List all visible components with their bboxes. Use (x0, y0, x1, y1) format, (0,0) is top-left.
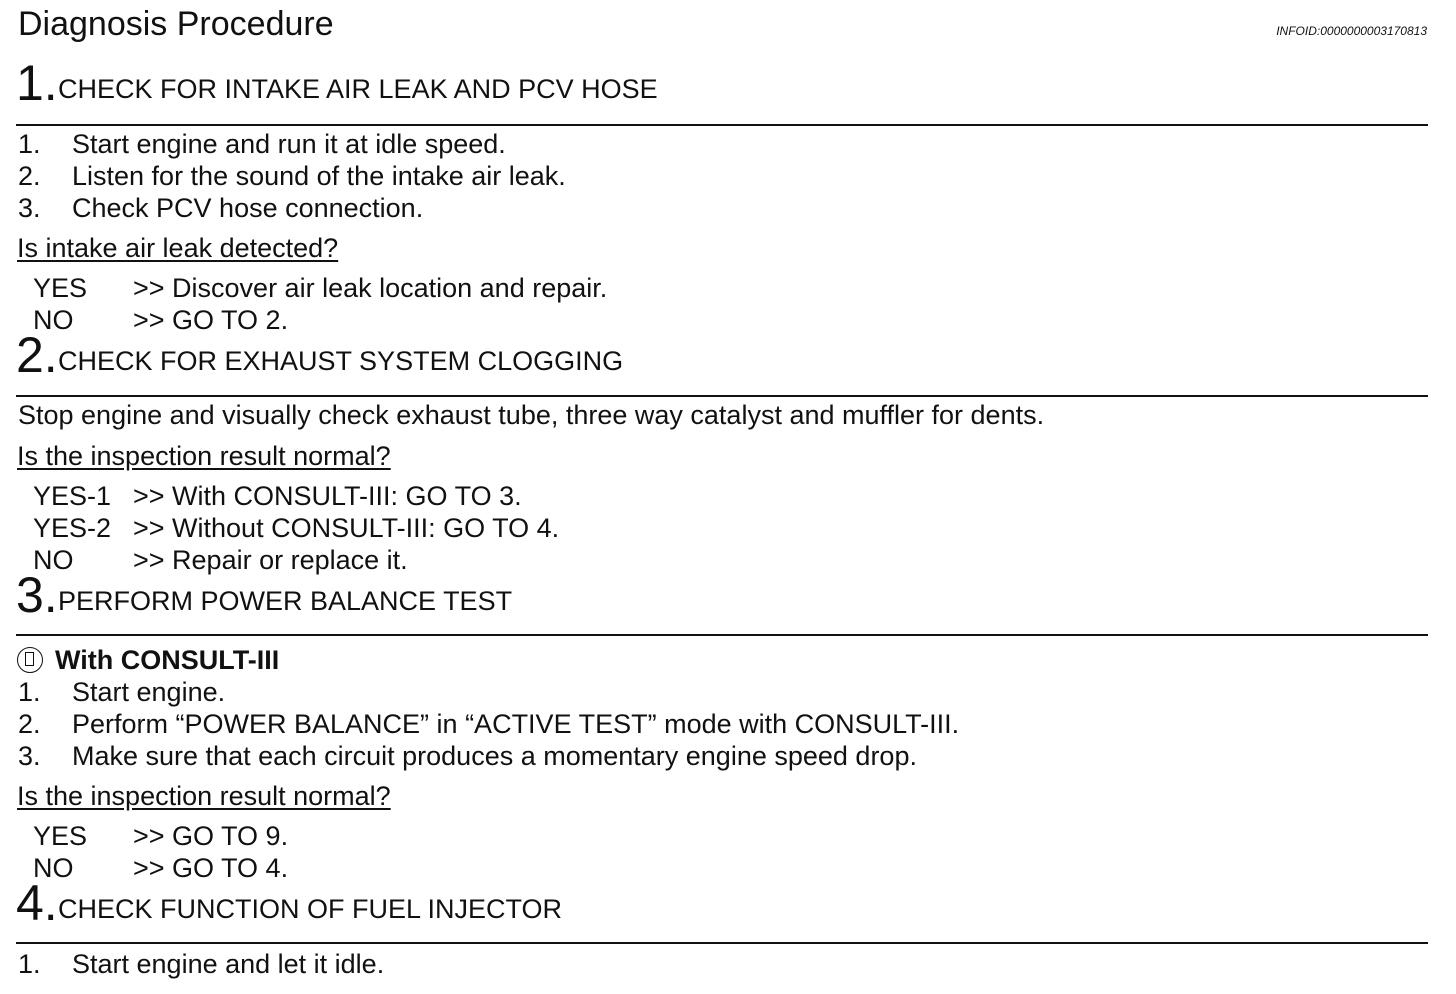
list-item: 1. Start engine and run it at idle speed. (18, 129, 506, 159)
step-2-header (16, 327, 1428, 384)
step-title: CHECK FUNCTION OF FUEL INJECTOR (58, 894, 563, 924)
step-number: 2. (16, 327, 58, 383)
info-id: INFOID:0000000003170813 (1276, 24, 1427, 38)
list-item: 3. Make sure that each circuit produces a momentary engine speed drop. (18, 741, 917, 771)
consult-tool-icon (17, 647, 43, 673)
list-item: 1. Start engine. (18, 677, 226, 707)
list-item: 2. Perform “POWER BALANCE” in “ACTIVE TEST” mode with CONSULT-III. (18, 709, 960, 739)
step-number: 3. (16, 567, 58, 623)
consult-label: With CONSULT-III (55, 645, 280, 675)
answer-row: YES >> GO TO 9. (33, 821, 289, 851)
page-title: Diagnosis Procedure (18, 5, 334, 43)
step-4-header (16, 875, 1428, 932)
list-item: 3. Check PCV hose connection. (18, 193, 424, 223)
step-divider (16, 395, 1428, 397)
inspection-question: Is intake air leak detected? (17, 233, 339, 263)
consult-heading (17, 644, 279, 676)
answer-row: NO >> Repair or replace it. (33, 545, 408, 575)
step-number: 1. (16, 55, 58, 111)
answer-row: NO >> GO TO 2. (33, 305, 289, 335)
answer-row: YES-2 >> Without CONSULT-III: GO TO 4. (33, 513, 560, 543)
inspection-question: Is the inspection result normal? (17, 781, 391, 811)
answer-row: YES >> Discover air leak location and repair. (33, 273, 608, 303)
step-1-header (16, 55, 1428, 112)
answer-row: YES-1 >> With CONSULT-III: GO TO 3. (33, 481, 522, 511)
step-divider (16, 634, 1428, 636)
list-item: 2. Listen for the sound of the intake air leak. (18, 161, 566, 191)
step-title: CHECK FOR EXHAUST SYSTEM CLOGGING (58, 346, 624, 376)
inspection-question: Is the inspection result normal? (17, 441, 391, 471)
step-number: 4. (16, 875, 58, 931)
step-title: CHECK FOR INTAKE AIR LEAK AND PCV HOSE (58, 74, 658, 104)
step-title: PERFORM POWER BALANCE TEST (58, 586, 513, 616)
paragraph: Stop engine and visually check exhaust tube, three way catalyst and muffler for dents. (18, 400, 1045, 430)
step-divider (16, 942, 1428, 944)
answer-row: NO >> GO TO 4. (33, 853, 289, 883)
step-3-header (16, 567, 1428, 624)
list-item: 1. Start engine and let it idle. (18, 949, 385, 979)
step-divider (16, 124, 1428, 126)
